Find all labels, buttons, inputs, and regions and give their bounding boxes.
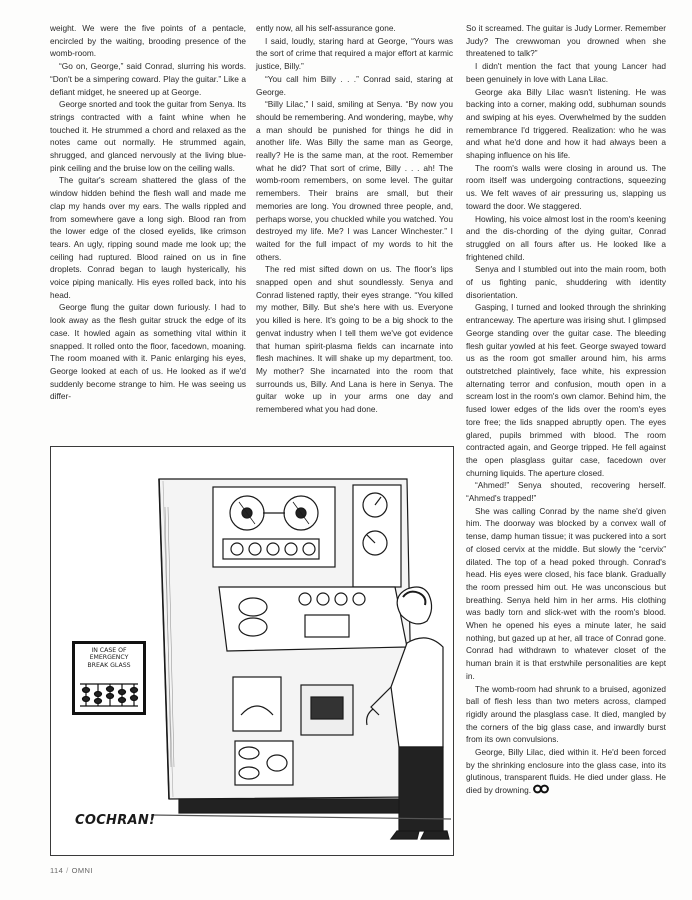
paragraph: ently now, all his self-assurance gone.: [256, 23, 396, 33]
paragraph: I said, loudly, staring hard at George, “Yours was the sort of crime that required a major effort at karmic justice, Billy.”: [256, 35, 453, 72]
paragraph: I didn't mention the fact that young Lancer had been genuinely in love with Lana Lilac.: [466, 61, 666, 84]
paragraph-text: George, Billy Lilac, died within it. He'd been forced by the shrinking enclosure into the glass case, into its glutinous, transparent fluids. He died under glass. He died by drowning.: [466, 747, 666, 796]
folio-separator: /: [66, 866, 69, 875]
text-column-2: [256, 22, 453, 416]
paragraph: weight. We were the five points of a pentacle, encircled by the waiting, brooding presence of the womb-room.: [50, 23, 246, 59]
paragraph: [466, 746, 666, 797]
page-number: 114: [50, 866, 64, 875]
paragraph: So it screamed. The guitar is Judy Lormer. Remember Judy? The crewwoman you drowned when she threatened to talk?”: [466, 23, 666, 59]
paragraph: George aka Billy Lilac wasn't listening. He was backing into a corner, making odd, subhuman sounds and swiping at his eyes. Overwhelmed by the sudden remembrance I'd triggered. Realization: who he was and what he'd done and how it had always been a shaping influence on his life.: [466, 86, 666, 161]
cartoon-illustration: [50, 446, 454, 856]
artist-signature: COCHRAN!: [75, 813, 156, 828]
paragraph: The room's walls were closing in around us. The room itself was undergoing contractions, squeezing us. We felt waves of air pressuring us, slapping us toward the door. We staggered.: [466, 162, 666, 211]
paragraph: The womb-room had shrunk to a bruised, agonized ball of flesh less than two meters across, clamped rigidly around the plasglass case. It died, mangled by the corners of the big glass case, and inwardly burst from its own convulsions.: [466, 683, 666, 745]
text-column-3: [466, 22, 666, 797]
abacus-drawing: [78, 682, 140, 708]
lower-panel-left: [233, 677, 281, 731]
paragraph: George snorted and took the guitar from Senya. Its strings contracted with a faint whine when he touched it. He strummed a chord and relaxed as the notes came out normally. He strummed again, shrugged, and glanced nervously at the living blue-pink ceiling and the bruise low on the ceiling walls.: [50, 99, 246, 173]
text-column-1: [50, 22, 246, 403]
sign-text: IN CASE OF EMERGENCY BREAK GLASS: [87, 647, 131, 669]
end-of-article-icon: [533, 784, 549, 794]
magazine-name: OMNI: [71, 866, 93, 875]
paragraph: “You call him Billy . . .” Conrad said, staring at George.: [256, 73, 453, 97]
paragraph: Senya and I stumbled out into the main room, both of us fighting panic, shuddering with identity disorientation.: [466, 264, 666, 300]
paragraph: “Ahmed!” Senya shouted, recovering herself. “Ahmed's trapped!”: [466, 480, 666, 504]
cabinet-base: [179, 799, 419, 813]
paragraph: The guitar's scream shattered the glass of the window hidden behind the flesh wall and made me clap my hands over my ears. The walls rippled and from somewhere gave a long sigh. Blood ran from the lower edge of the closed eyelids, like crimson tears. An ugly, ripping sound made me look up; the ceiling had ruptured. Blood rained on us in fine droplets. Conrad began to laugh hysterically, his voice piping manically. His eyes rolled back, into his head.: [50, 175, 246, 300]
paragraph: The red mist sifted down on us. The floor's lips snapped open and shut soundlessly. Senya and Conrad listened raptly, their eyes strange. “You killed my mother, Billy. But she's here with us. Everyone you killed is here. It's going to be a big shock to the genvat industry when I tell them we've got evidence that human spirit-plasma fields can incarnate into flesh machines. It will shake up my department, too. My mother? She incarnated into the room that surrounds us, Billy. And Lana is here in Senya. The guitar woke up in your arms one day and remembered what you had done.: [256, 264, 453, 415]
emergency-sign: [72, 641, 146, 715]
paragraph: “Billy Lilac,” I said, smiling at Senya. “By now you should be remembering. And wondering, maybe, why a man should be punished for things he did in another life. Was Billy the same man as George, really? He is the same man, at the root. Remember what he did? That sort of crime, Billy . . . ah! The womb-room remembers, on some level. The guitar remembers. Their brains are small, but their memories are long. You drowned three people, and, perhaps worse, you chuckled while you watched. You destroyed my life. Me? I was Lancer Winchester.” I waited for the full impact of my words to hit the others.: [256, 99, 453, 262]
paragraph: “Go on, George,” said Conrad, slurring his words. “Don't be a simpering coward. Play the guitar.” Like a defiant midget, he sneered up at George.: [50, 61, 246, 97]
paragraph: Gasping, I turned and looked through the shrinking entranceway. The aperture was irising shut. I glimpsed George standing over the guitar case. The bleeding flesh guitar yowled at his feet. George swayed toward us as the room got smaller around him, his arms outstretched plaintively, face white, his expression alternating terror and confusion, mouth open in a scream lost in the room's own clamor. Behind him, the fused lower edges of the lids over the room's eyes tore free; the lids snapped abruptly open. The eyes glared, pupils brimmed with blood. The room contracted again, and George tripped. He fell against the open plasglass guitar case, facedown over churning liquids. The aperture closed.: [466, 302, 666, 478]
page-folio: [50, 866, 93, 875]
paragraph: Howling, his voice almost lost in the room's keening and the dis-chording of the dying guitar, Conrad struggled on all fours after us. He looked like a frightened child.: [466, 213, 666, 262]
paragraph: She was calling Conrad by the name she'd given him. The doorway was blocked by a convex wall of tense, damp human tissue; it was puckered into a sort of closed cervix at the middle. But slowly the “cervix” dilated. The top of a head poked through. Conrad's head. His eyes were closed, his face blank. Gradually the room pressed him out. He was unconscious but breathing. Senya held him in her arms. His clothing was badly torn and slick-wet with the room's blood. When he opened his eyes a minute later, he said nothing, but gazed up at her, all trace of Conrad gone. Conrad had withdrawn to whatever closet of the human brain it is that erstwhile personalities are kept in.: [466, 505, 666, 681]
paragraph: George flung the guitar down furiously. I had to look away as the flesh guitar struck the edge of its case. It howled again as something vital within it snapped. It rolled onto the floor, facedown, moaning. The room moaned with it. Panic enlarging his eyes, George looked at each of us. He looked as if we'd suddenly become strange to him. He was seeing us differ-: [50, 302, 246, 402]
